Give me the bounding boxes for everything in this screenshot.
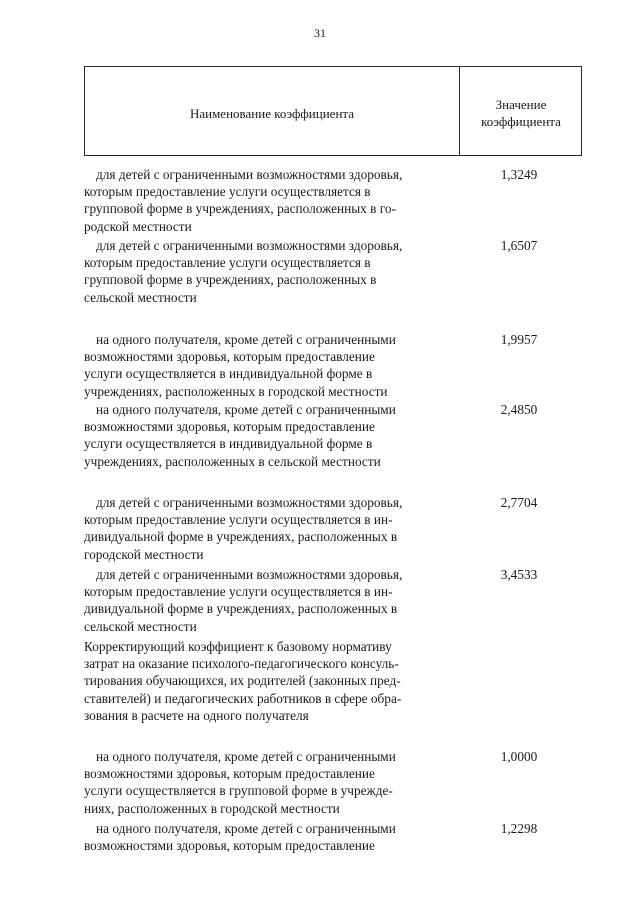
description-line: которым предоставление услуги осуществляется в [84, 184, 371, 200]
coefficient-value: 1,0000 [500, 749, 538, 764]
coefficient-value: 3,4533 [500, 567, 538, 582]
description-line: для детей с ограниченными возможностями здоровья, [96, 167, 403, 182]
description-line: услуги осуществляется в индивидуальной форме в [84, 436, 373, 452]
description-line: на одного получателя, кроме детей с ограниченными [96, 332, 396, 347]
heading-line: тирования обучающихся, их родителей (законных пред- [84, 673, 401, 689]
description-line: для детей с ограниченными возможностями здоровья, [96, 495, 403, 510]
description-line: на одного получателя, кроме детей с ограниченными [96, 402, 396, 417]
coefficient-description [84, 401, 454, 470]
description-line: на одного получателя, кроме детей с ограниченными [96, 821, 396, 836]
description-line: дивидуальной форме в учреждениях, расположенных в [84, 601, 398, 617]
description-line: для детей с ограниченными возможностями здоровья, [96, 238, 403, 253]
coefficient-description [84, 820, 454, 854]
description-line: на одного получателя, кроме детей с ограниченными [96, 749, 396, 764]
coefficient-description [84, 166, 454, 235]
description-line: сельской местности [84, 289, 197, 305]
page-number: 31 [314, 26, 326, 40]
description-line: дивидуальной форме в учреждениях, расположенных в [84, 529, 398, 545]
description-line: возможностями здоровья, которым предоставление [84, 419, 375, 435]
coefficient-value: 1,6507 [500, 238, 538, 253]
description-line: которым предоставление услуги осуществляется в ин- [84, 512, 393, 528]
description-line: городской местности [84, 546, 204, 562]
coefficient-value: 1,2298 [500, 821, 538, 836]
heading-line: Корректирующий коэффициент к базовому нормативу [84, 639, 392, 654]
coefficient-description [84, 748, 454, 817]
description-line: для детей с ограниченными возможностями здоровья, [96, 567, 403, 582]
description-line: учреждениях, расположенных в сельской местности [84, 453, 381, 469]
coefficient-description [84, 566, 454, 635]
description-line: возможностями здоровья, которым предоставление [84, 766, 375, 782]
description-line: возможностями здоровья, которым предоставление [84, 838, 375, 854]
column-header-name: Наименование коэффициента [189, 106, 355, 121]
description-line: сельской местности [84, 618, 197, 634]
column-header-value: Значение коэффициента [481, 97, 561, 129]
coefficient-value: 1,9957 [500, 332, 538, 347]
section-heading [84, 638, 458, 724]
description-line: услуги осуществляется в групповой форме в учрежде- [84, 783, 393, 799]
coefficient-value: 1,3249 [500, 167, 538, 182]
coefficient-value: 2,4850 [500, 402, 538, 417]
description-line: групповой форме в учреждениях, расположенных в [84, 272, 377, 288]
description-line: родской местности [84, 218, 192, 234]
description-line: услуги осуществляется в индивидуальной форме в [84, 366, 373, 382]
table-header [84, 66, 582, 156]
coefficient-description [84, 494, 454, 563]
coefficient-description [84, 331, 454, 400]
description-line: возможностями здоровья, которым предоставление [84, 349, 375, 365]
description-line: ниях, расположенных в городской местности [84, 800, 340, 816]
description-line: учреждениях, расположенных в городской местности [84, 383, 388, 399]
heading-line: ставителей) и педагогических работников в сфере обра- [84, 690, 402, 706]
heading-line: зования в расчете на одного получателя [84, 707, 309, 723]
description-line: групповой форме в учреждениях, расположенных в го- [84, 201, 396, 217]
coefficient-description [84, 237, 454, 306]
description-line: которым предоставление услуги осуществляется в [84, 255, 371, 271]
heading-line: затрат на оказание психолого-педагогического консуль- [84, 656, 399, 672]
coefficient-value: 2,7704 [500, 495, 538, 510]
description-line: которым предоставление услуги осуществляется в ин- [84, 584, 393, 600]
